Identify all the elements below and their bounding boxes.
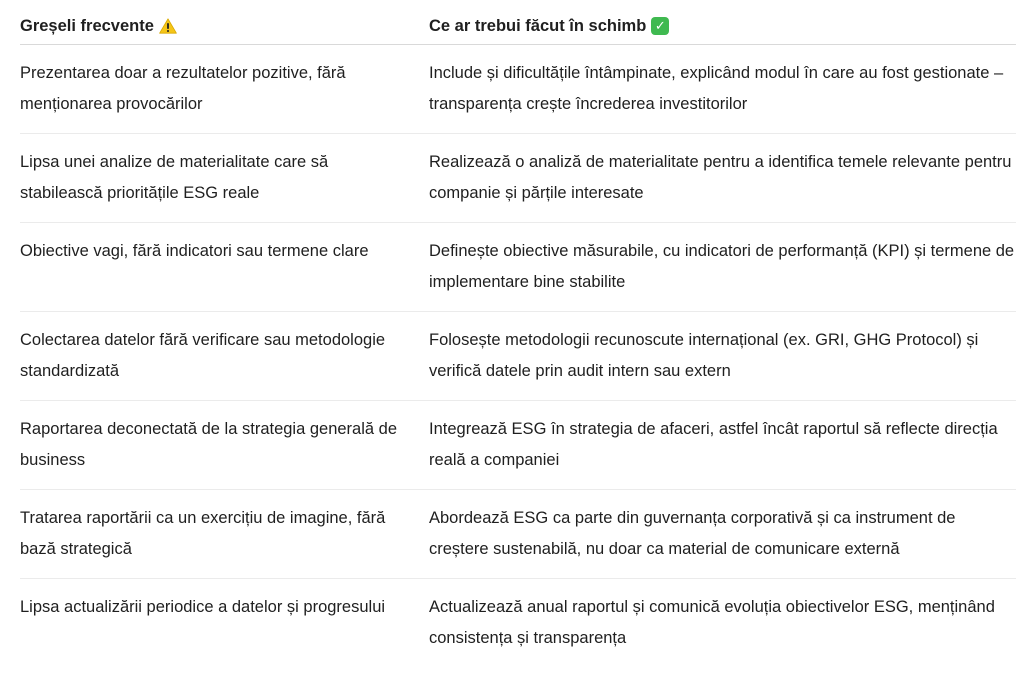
mistake-cell: Obiective vagi, fără indicatori sau termene clare (20, 242, 369, 260)
column-header-fixes-label: Ce ar trebui făcut în schimb (429, 16, 647, 35)
table-row (20, 490, 1016, 579)
table-row (20, 134, 1016, 223)
fix-cell: Abordează ESG ca parte din guvernanța corporativă și ca instrument de creștere sustenabilă, nu doar ca material de comunicare externă (429, 509, 956, 558)
mistake-cell: Raportarea deconectată de la strategia generală de business (20, 420, 398, 469)
comparison-table (20, 8, 1016, 668)
check-mark-icon: ✓ (651, 17, 669, 35)
table-row (20, 401, 1016, 490)
table-body (20, 45, 1016, 668)
fix-cell: Actualizează anual raportul și comunică evoluția obiectivelor ESG, menținând consistența și transparența (429, 598, 995, 647)
mistake-cell: Prezentarea doar a rezultatelor pozitive, fără menționarea provocărilor (20, 64, 346, 113)
mistake-cell: Colectarea datelor fără verificare sau metodologie standardizată (20, 331, 386, 380)
column-header-mistakes-label: Greșeli frecvente (20, 16, 154, 35)
column-header-mistakes (20, 11, 429, 42)
fix-cell: Include și dificultățile întâmpinate, explicând modul în care au fost gestionate – transparența crește încrederea investitorilor (429, 64, 1004, 113)
warning-icon (159, 18, 177, 34)
fix-cell: Realizează o analiză de materialitate pentru a identifica temele relevante pentru companie și părțile interesate (429, 153, 1012, 202)
mistake-cell: Tratarea raportării ca un exercițiu de imagine, fără bază strategică (20, 509, 386, 558)
fix-cell: Folosește metodologii recunoscute internațional (ex. GRI, GHG Protocol) și verifică datele prin audit intern sau extern (429, 331, 979, 380)
table-row (20, 312, 1016, 401)
fix-cell: Integrează ESG în strategia de afaceri, astfel încât raportul să reflecte direcția reală a companiei (429, 420, 998, 469)
table-row (20, 579, 1016, 668)
table-row (20, 223, 1016, 312)
column-header-fixes (429, 11, 1016, 42)
table-row (20, 45, 1016, 134)
table-header-row (20, 8, 1016, 45)
mistake-cell: Lipsa actualizării periodice a datelor și progresului (20, 598, 386, 616)
mistake-cell: Lipsa unei analize de materialitate care să stabilească prioritățile ESG reale (20, 153, 329, 202)
fix-cell: Definește obiective măsurabile, cu indicatori de performanță (KPI) și termene de implementare bine stabilite (429, 242, 1015, 291)
